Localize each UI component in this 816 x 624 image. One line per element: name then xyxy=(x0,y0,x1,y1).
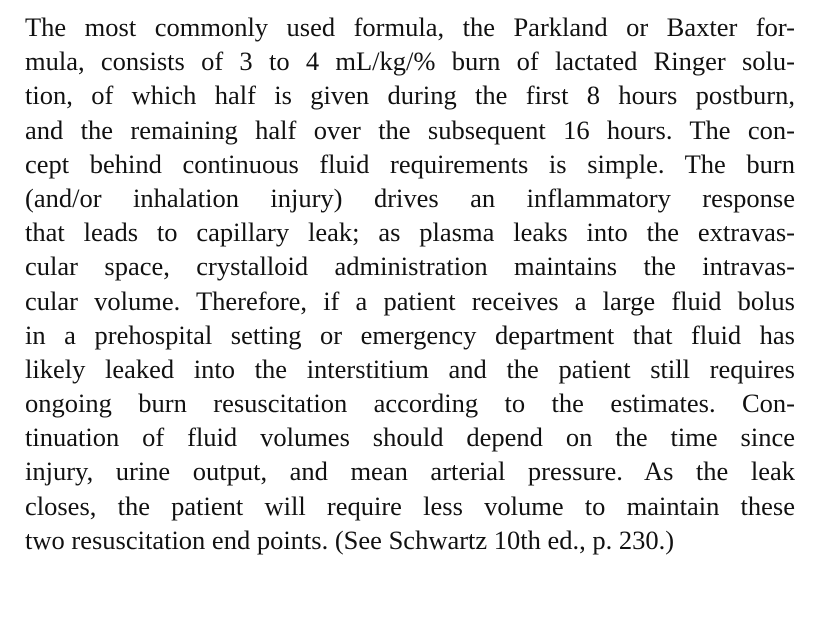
text-line: cept behind continuous fluid requirements is simple. The burn xyxy=(25,148,795,179)
text-line-last: two resuscitation end points. (See Schwartz 10th ed., p. 230.) xyxy=(25,524,675,555)
text-line: that leads to capillary leak; as plasma leaks into the extravas- xyxy=(25,217,795,248)
text-line: and the remaining half over the subsequent 16 hours. The con- xyxy=(25,114,795,145)
text-line: cular volume. Therefore, if a patient receives a large fluid bolus xyxy=(25,285,795,316)
text-line: mula, consists of 3 to 4 mL/kg/% burn of lactated Ringer solu- xyxy=(25,46,795,77)
text-line: tinuation of fluid volumes should depend on the time since xyxy=(25,422,795,453)
text-line: ongoing burn resuscitation according to the estimates. Con- xyxy=(25,388,795,419)
text-line: injury, urine output, and mean arterial pressure. As the leak xyxy=(25,456,795,487)
text-line: in a prehospital setting or emergency department that fluid has xyxy=(25,319,795,350)
text-paragraph xyxy=(25,10,795,557)
text-line: (and/or inhalation injury) drives an inflammatory response xyxy=(25,182,795,213)
text-line: closes, the patient will require less volume to maintain these xyxy=(25,490,795,521)
text-line: tion, of which half is given during the first 8 hours postburn, xyxy=(25,80,795,111)
text-line: cular space, crystalloid administration maintains the intravas- xyxy=(25,251,795,282)
text-line: The most commonly used formula, the Parkland or Baxter for- xyxy=(25,12,795,42)
text-line: likely leaked into the interstitium and the patient still requires xyxy=(25,353,795,384)
